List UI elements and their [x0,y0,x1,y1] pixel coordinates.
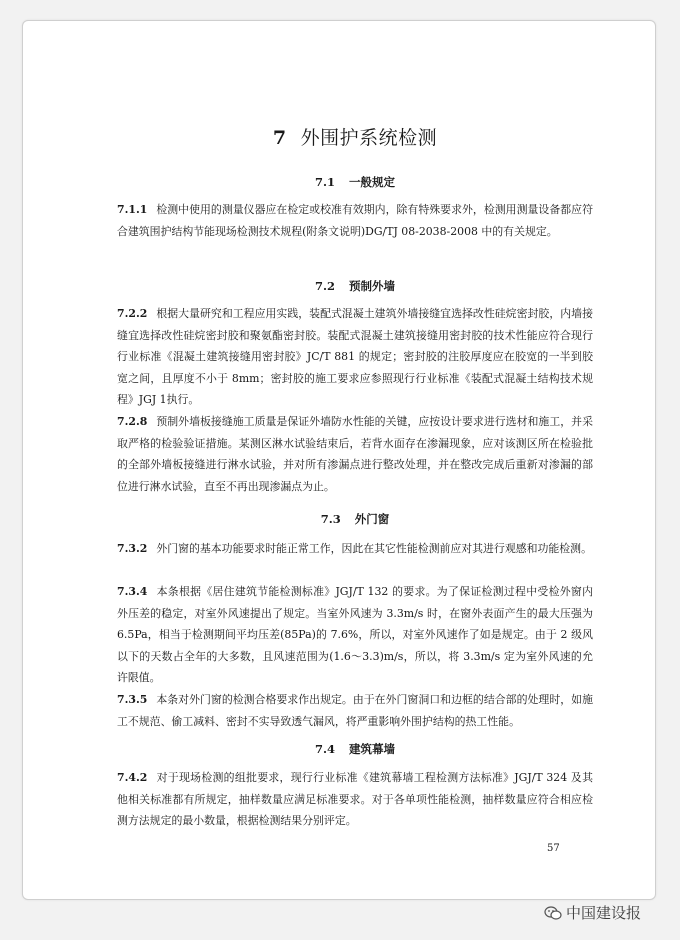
watermark [544,902,641,923]
watermark-text: 中国建设报 [566,904,642,922]
clause-7-3-2 [117,538,593,560]
clause-number: 7.2.2 [117,307,148,320]
wechat-icon [544,905,562,921]
clause-7-4-2 [117,767,593,832]
clause-text: 本条根据《居住建筑节能检测标准》JGJ/T 132 的要求。为了保证检测过程中受检外窗内外压差的稳定，对室外风速提出了规定。当室外风速为 3.3m/s 时，在窗外表面产生的最大压强为 6.5Pa，相当于检测期间平均压差(85Pa)的 7.6%，所以，对室外风速作了如是规定。由于 2 级风以下的天数占全年的大多数，且风速范围为(1.6～3.3)m/s，所以，将 3.3m/s 定为室外风速的允许限值。 [117,585,593,684]
section-title: 一般规定 [349,175,395,189]
section-title: 外门窗 [354,512,390,526]
section-heading-7-4 [117,741,593,757]
section-heading-7-2 [117,278,593,294]
document-page [22,20,656,900]
section-heading-7-3 [117,511,593,527]
clause-text: 外门窗的基本功能要求时能正常工作，因此在其它性能检测前应对其进行观感和功能检测。 [156,542,592,555]
section-number: 7.3 [320,512,341,526]
clause-text: 本条对外门窗的检测合格要求作出规定。由于在外门窗洞口和边框的结合部的处理时，如施工不规范、偷工减料、密封不实导致透气漏风，将严重影响外围护结构的热工性能。 [117,693,593,728]
clause-7-3-4 [117,581,593,689]
clause-text: 对于现场检测的组批要求，现行行业标准《建筑幕墙工程检测方法标准》JGJ/T 324 及其他相关标准都有所规定，抽样数量应满足标准要求。对于各单项性能检测，抽样数量应符合相应检测方法规定的最小数量，根据检测结果分别评定。 [117,771,593,827]
section-number: 7.4 [314,742,335,756]
clause-text: 根据大量研究和工程应用实践，装配式混凝土建筑外墙接缝宜选择改性硅烷密封胶，内墙接缝宜选择改性硅烷密封胶和聚氨酯密封胶。装配式混凝土建筑接缝用密封胶的技术性能应符合现行行业标准《混凝土建筑接缝用密封胶》JC/T 881 的规定；密封胶的注胶厚度应在胶宽的一半到胶宽之间，且厚度不小于 8mm；密封胶的施工要求应参照现行行业标准《装配式混凝土结构技术规程》JGJ 1执行。 [117,307,593,406]
section-title: 建筑幕墙 [349,742,395,756]
section-number: 7.2 [314,279,335,293]
clause-number: 7.2.8 [117,415,148,428]
chapter-title [117,123,593,150]
clause-number: 7.3.4 [117,585,148,598]
chapter-number: 7 [272,127,287,149]
clause-7-2-2 [117,303,593,411]
clause-7-3-5 [117,689,593,732]
clause-7-1-1 [117,199,593,242]
clause-number: 7.3.2 [117,542,148,555]
clause-number: 7.1.1 [117,203,148,216]
clause-7-2-8 [117,411,593,497]
clause-text: 检测中使用的测量仪器应在检定或校准有效期内，除有特殊要求外，检测用测量设备都应符合建筑围护结构节能现场检测技术规程(附条文说明)DG/TJ 08-2038-2008 中的有关规定。 [117,203,593,238]
clause-text: 预制外墙板接缝施工质量是保证外墙防水性能的关键，应按设计要求进行选材和施工，并采取严格的检验验证措施。某测区淋水试验结束后，若背水面存在渗漏现象，应对该测区所在检验批的全部外墙板接缝进行淋水试验，并对所有渗漏点进行整改处理，并在整改完成后重新对渗漏的部位进行淋水试验，直至不再出现渗漏点为止。 [117,415,593,493]
chapter-title-text: 外围护系统检测 [300,127,438,149]
page-number: 57 [547,843,560,854]
section-title: 预制外墙 [349,279,395,293]
section-number: 7.1 [314,175,335,189]
section-heading-7-1 [117,174,593,190]
clause-number: 7.3.5 [117,693,148,706]
clause-number: 7.4.2 [117,771,148,784]
